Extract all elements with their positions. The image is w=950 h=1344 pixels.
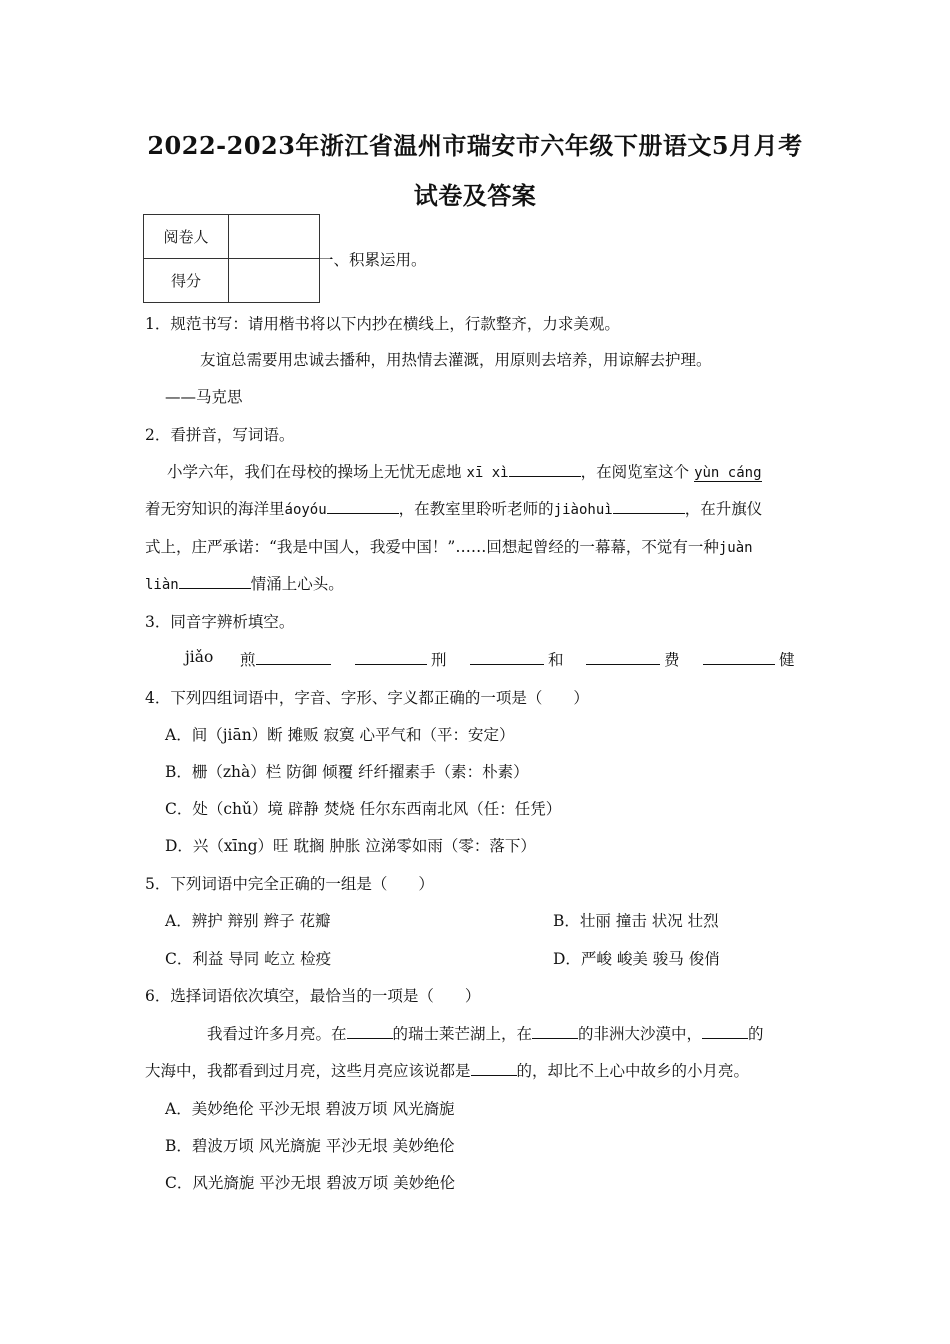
answer-blank xyxy=(355,663,427,665)
answer-blank xyxy=(613,512,685,514)
pinyin-2: yùn cáng xyxy=(694,465,762,481)
answer-blank xyxy=(586,663,660,665)
document-title-line2: 试卷及答案 xyxy=(413,181,537,210)
q4-stem: 4．下列四组词语中，字音、字形、字义都正确的一项是（ ） xyxy=(145,689,589,707)
answer-blank xyxy=(179,587,251,589)
q3-item-4: 费 xyxy=(586,648,680,670)
q3-item-3: 和 xyxy=(470,648,564,670)
reviewer-cell xyxy=(229,215,320,259)
q3-item-1: 煎 xyxy=(240,648,331,670)
pinyin-3: áoyóu xyxy=(284,502,327,518)
q5-option-c: C．利益 导同 屹立 检疫 xyxy=(165,950,332,968)
q4-option-b: B．栅（zhà）栏 防御 倾覆 纤纤擢素手（素：朴素） xyxy=(165,763,529,781)
answer-blank xyxy=(347,1037,393,1039)
q6-option-b: B．碧波万顷 风光旖旎 平沙无垠 美妙绝伦 xyxy=(165,1137,455,1155)
q3-item-2: 刑 xyxy=(355,648,447,670)
q2-line2: 着无穷知识的海洋里áoyóu ，在教室里聆听老师的jiàohuì ，在升旗仪 xyxy=(145,500,763,518)
q1-stem: 1．规范书写：请用楷书将以下内抄在横线上，行款整齐，力求美观。 xyxy=(145,315,620,333)
pinyin-5b: liàn xyxy=(145,577,179,593)
q2-line3: 式上，庄严承诺：“我是中国人，我爱中国！”……回想起曾经的一幕幕，不觉有一种juàn xyxy=(145,538,753,556)
q2-line4: liàn 情涌上心头。 xyxy=(145,575,344,593)
section-heading: 一、积累运用。 xyxy=(318,251,427,269)
q3-item-5: 健 xyxy=(703,648,795,670)
pinyin-5a: juàn xyxy=(718,540,753,556)
answer-blank xyxy=(471,1074,517,1076)
q5-option-a: A．辨护 辩别 辫子 花瓣 xyxy=(165,912,331,930)
answer-blank xyxy=(256,663,331,665)
answer-blank xyxy=(702,1037,748,1039)
q1-quote: 友谊总需要用忠诚去播种，用热情去灌溉，用原则去培养，用谅解去护理。 xyxy=(200,351,712,369)
score-label: 得分 xyxy=(144,259,229,303)
q4-option-c: C．处（chǔ）境 辟静 焚烧 任尔东西南北风（任：任凭） xyxy=(165,800,562,818)
answer-blank xyxy=(509,475,581,477)
answer-blank xyxy=(470,663,544,665)
q5-stem: 5．下列词语中完全正确的一组是（ ） xyxy=(145,875,434,893)
document-title-line1: 2022-2023年浙江省温州市瑞安市六年级下册语文5月月考 xyxy=(147,131,803,160)
score-cell xyxy=(229,259,320,303)
q3-pinyin: jiǎo xyxy=(185,648,214,666)
pinyin-4: jiàohuì xyxy=(553,502,613,518)
grader-table xyxy=(143,214,320,303)
q6-passage-line1: 我看过许多月亮。在 的瑞士莱芒湖上，在 的非洲大沙漠中， 的 xyxy=(207,1025,764,1043)
q1-author: ——马克思 xyxy=(165,388,243,406)
answer-blank xyxy=(703,663,775,665)
q2-line1: 小学六年，我们在母校的操场上无忧无虑地 xī xì ，在阅览室这个 yùn cáng xyxy=(167,463,762,481)
q6-stem: 6．选择词语依次填空，最恰当的一项是（ ） xyxy=(145,987,481,1005)
q6-option-a: A．美妙绝伦 平沙无垠 碧波万顷 风光旖旎 xyxy=(165,1100,455,1118)
q4-option-a: A．间（jiān）断 摊贩 寂寞 心平气和（平：安定） xyxy=(165,726,515,744)
q2-stem: 2．看拼音，写词语。 xyxy=(145,426,295,444)
q6-passage-line2: 大海中，我都看到过月亮，这些月亮应该说都是 的，却比不上心中故乡的小月亮。 xyxy=(145,1062,750,1080)
reviewer-label: 阅卷人 xyxy=(144,215,229,259)
q5-option-d: D．严峻 峻美 骏马 俊俏 xyxy=(553,950,720,968)
q6-option-c: C．风光旖旎 平沙无垠 碧波万顷 美妙绝伦 xyxy=(165,1174,456,1192)
q3-stem: 3．同音字辨析填空。 xyxy=(145,613,295,631)
pinyin-1: xī xì xyxy=(466,465,509,481)
answer-blank xyxy=(532,1037,578,1039)
q5-option-b: B．壮丽 撞击 状况 壮烈 xyxy=(553,912,719,930)
q4-option-d: D．兴（xīng）旺 耽搁 肿胀 泣涕零如雨（零：落下） xyxy=(165,837,536,855)
answer-blank xyxy=(327,512,399,514)
